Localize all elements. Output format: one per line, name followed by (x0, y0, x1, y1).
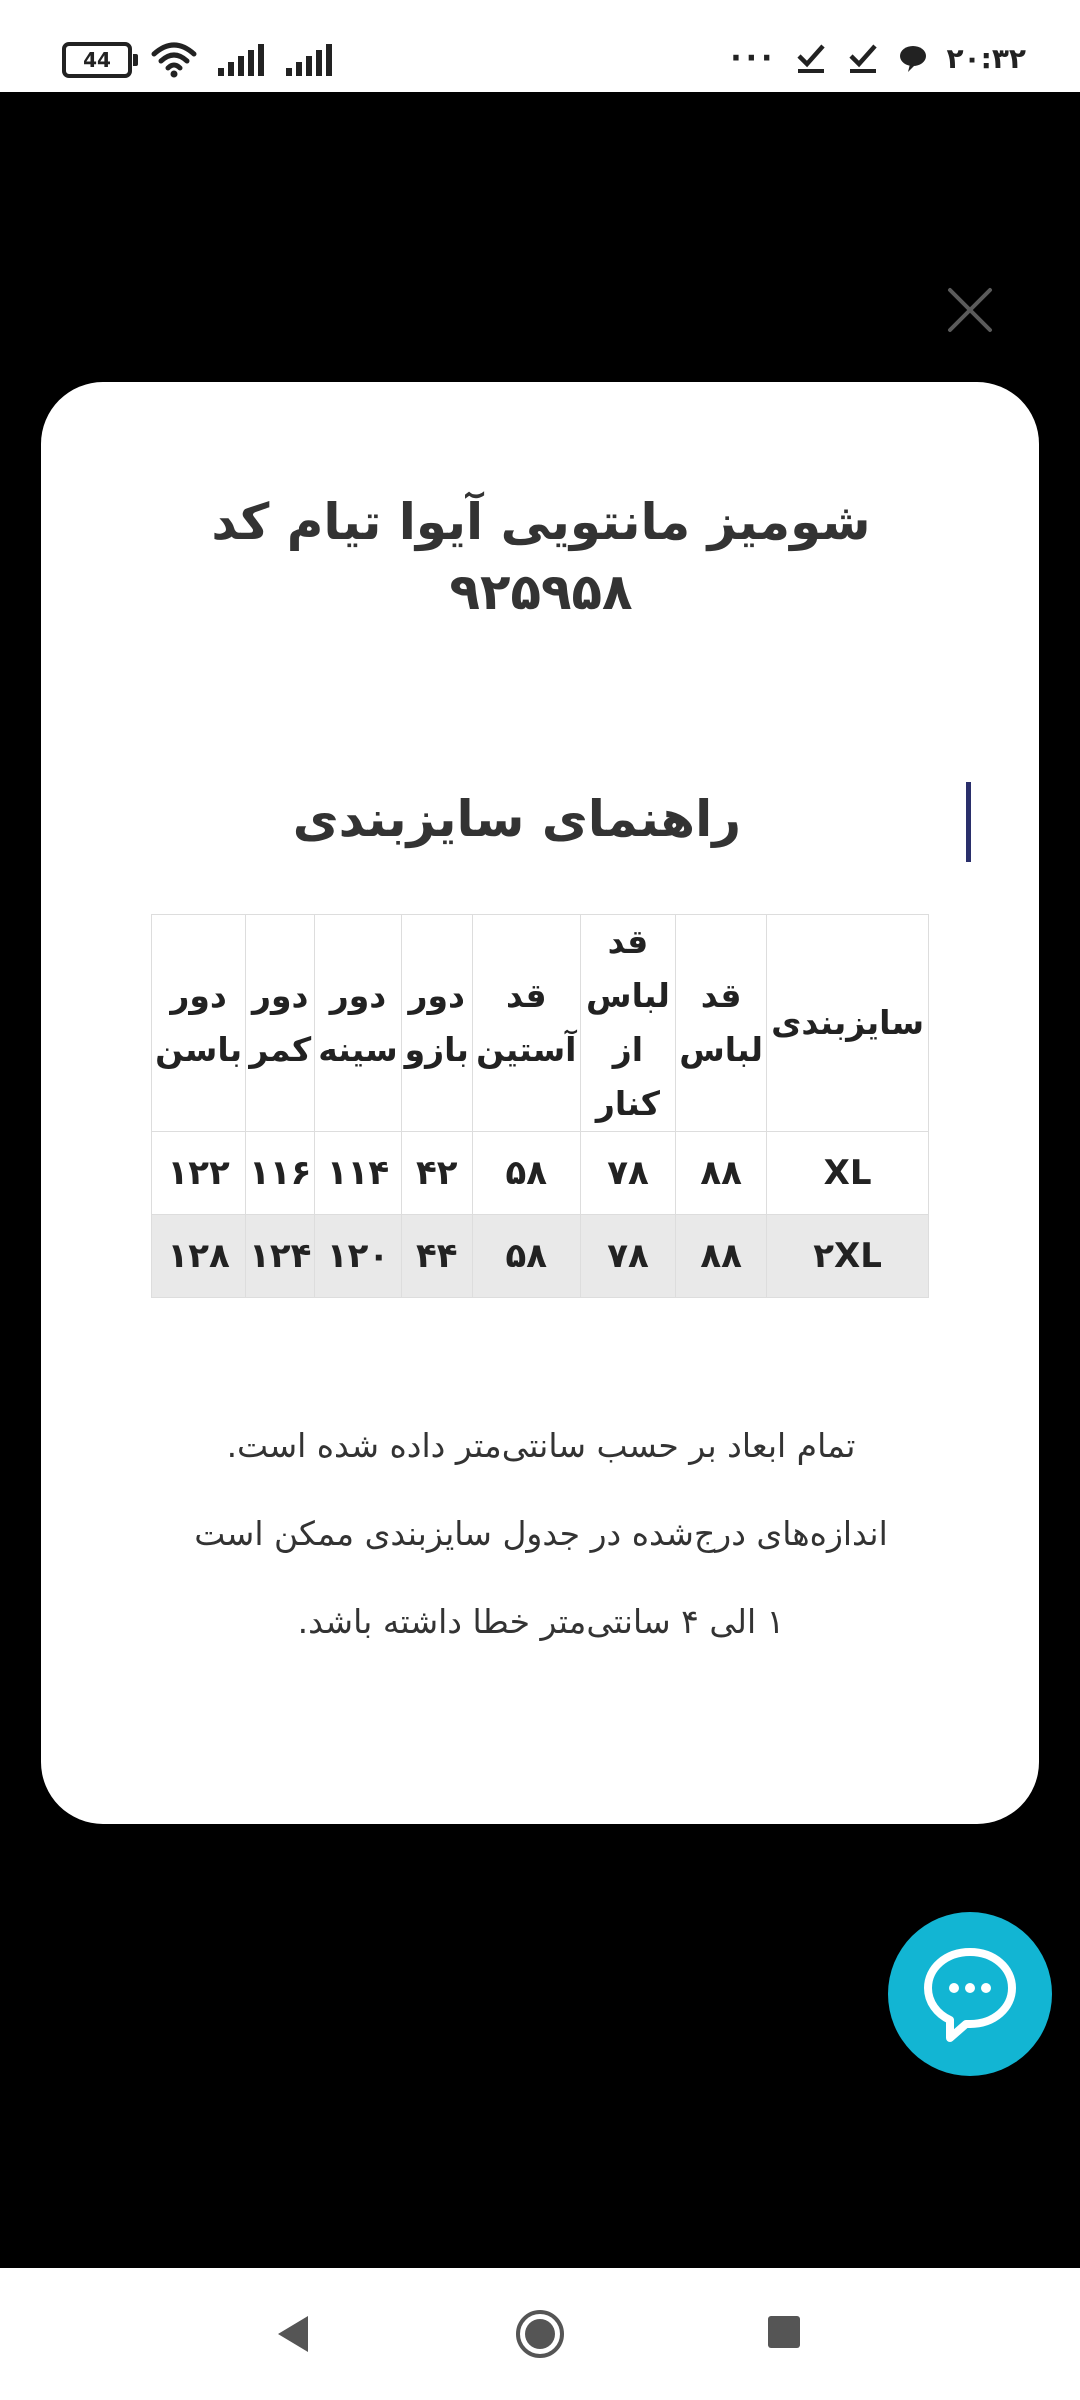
header-waist: دور کمر (246, 915, 315, 1132)
header-size: سایزبندی (767, 915, 929, 1132)
size-guide-modal (41, 382, 1039, 1824)
header-length: قد لباس (676, 915, 767, 1132)
battery-level: 44 (83, 48, 111, 72)
cell-arm: ۴۴ (401, 1215, 472, 1298)
chat-bubble-icon (920, 1944, 1020, 2044)
cell-chest: ۱۲۰ (315, 1215, 402, 1298)
note-line: اندازه‌های درج‌شده در جدول سایزبندی ممکن است (194, 1514, 888, 1553)
header-chest: دور سینه (315, 915, 402, 1132)
table-header-row (152, 915, 929, 1132)
clock: ۲۰:۳۲ (946, 41, 1026, 75)
battery-icon (62, 42, 132, 78)
size-notes (101, 1402, 981, 1666)
check-icon (846, 41, 880, 75)
chat-bubble-icon (898, 43, 928, 73)
table-row (152, 1132, 929, 1215)
header-side-length: قد لباس از کنار (580, 915, 675, 1132)
heading-accent-bar (966, 782, 971, 862)
header-hip: دور باسن (152, 915, 246, 1132)
cell-size: ۲XL (767, 1215, 929, 1298)
cell-sleeve-length: ۵۸ (472, 1215, 580, 1298)
check-icon (794, 41, 828, 75)
home-icon[interactable] (514, 2308, 566, 2360)
cell-arm: ۴۲ (401, 1132, 472, 1215)
signal-icon (284, 42, 334, 78)
more-notifications-icon: ··· (730, 40, 777, 76)
cell-size: XL (767, 1132, 929, 1215)
status-left (62, 40, 334, 80)
wifi-icon (150, 40, 198, 80)
cell-length: ۸۸ (676, 1215, 767, 1298)
cell-side-length: ۷۸ (580, 1132, 675, 1215)
chat-support-button[interactable] (888, 1912, 1052, 2076)
cell-hip: ۱۲۲ (152, 1132, 246, 1215)
size-guide-title: راهنمای سایزبندی (292, 790, 741, 848)
note-line: ۱ الی ۴ سانتی‌متر خطا داشته باشد. (297, 1602, 785, 1641)
cell-length: ۸۸ (676, 1132, 767, 1215)
cell-waist: ۱۲۴ (246, 1215, 315, 1298)
product-title: شومیز مانتویی آیوا تیام کد ۹۲۵۹۵۸ (211, 493, 871, 621)
header-arm: دور بازو (401, 915, 472, 1132)
cell-waist: ۱۱۶ (246, 1132, 315, 1215)
size-table (151, 914, 929, 1298)
table-row (152, 1215, 929, 1298)
navigation-bar (0, 2268, 1080, 2400)
header-sleeve-length: قد آستین (472, 915, 580, 1132)
size-guide-heading (151, 782, 971, 862)
status-right (730, 38, 1026, 78)
status-bar (0, 0, 1080, 92)
cell-side-length: ۷۸ (580, 1215, 675, 1298)
close-button[interactable] (940, 280, 1000, 340)
back-icon[interactable] (272, 2312, 316, 2356)
close-icon (940, 280, 1000, 340)
signal-icon (216, 42, 266, 78)
cell-hip: ۱۲۸ (152, 1215, 246, 1298)
note-line: تمام ابعاد بر حسب سانتی‌متر داده شده است. (226, 1426, 856, 1465)
recent-apps-icon[interactable] (766, 2314, 802, 2350)
cell-chest: ۱۱۴ (315, 1132, 402, 1215)
cell-sleeve-length: ۵۸ (472, 1132, 580, 1215)
